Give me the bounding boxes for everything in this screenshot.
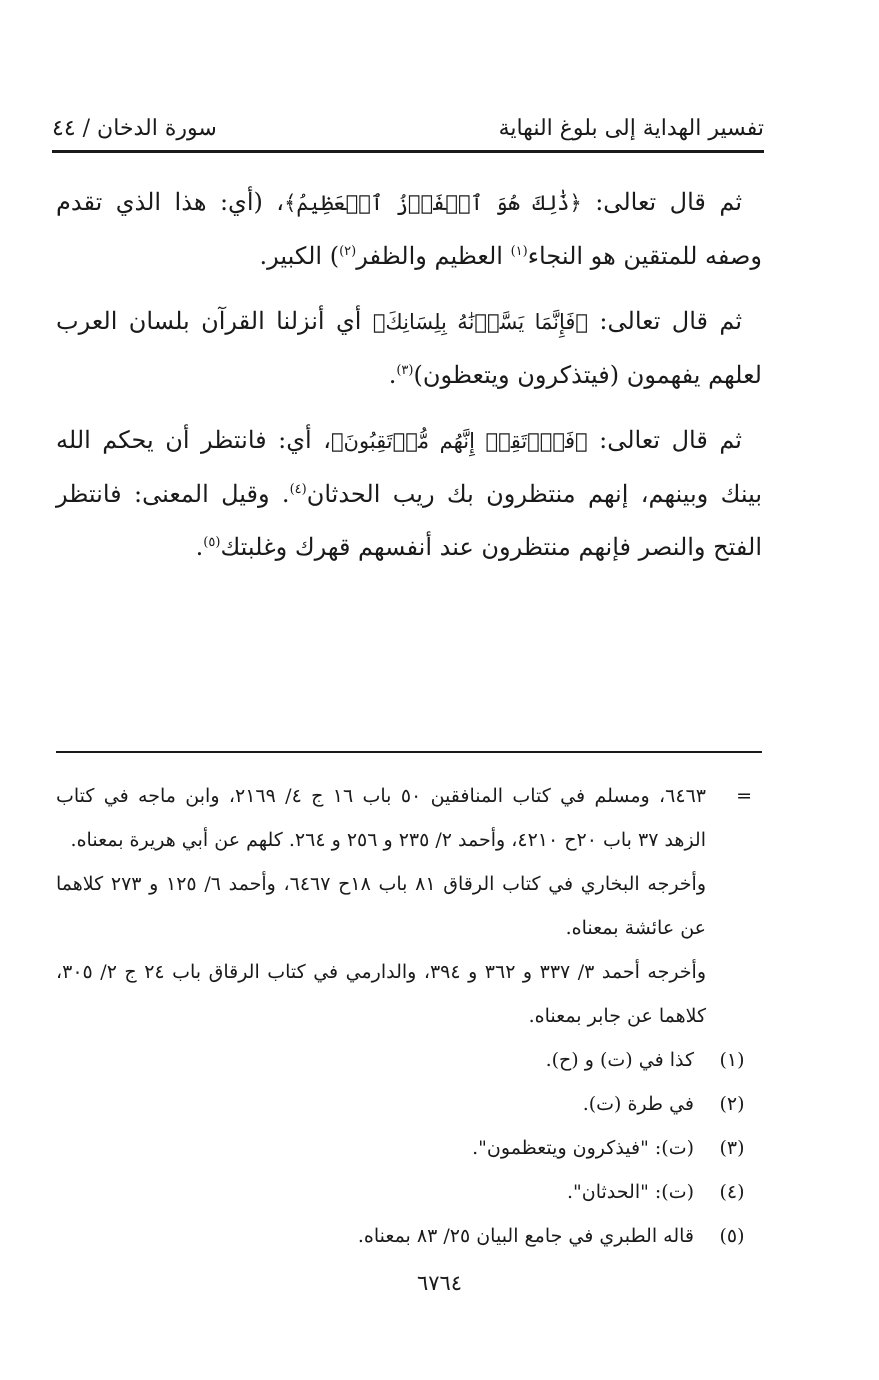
footnote-number: (٤): [719, 1181, 745, 1203]
main-text: [56, 176, 762, 586]
footnote-text: في طرة (ت).: [582, 1093, 694, 1115]
surah-title: سورة الدخان / ٤٤: [52, 116, 217, 141]
footnote-text: كذا في (ت) و (ح).: [545, 1049, 694, 1071]
footnote-text: (ت): "الحدثان".: [566, 1181, 694, 1203]
paragraph-1-intro: ثم قال تعالى:: [581, 188, 742, 216]
paragraph-3-text-a: ، أي: فانتظر أن يحكم الله بينك وبينهم، إنهم منتظرون بك ريب الحدثان: [56, 426, 763, 508]
continuation-mark: =: [736, 785, 752, 807]
footnote-text: قاله الطبري في جامع البيان ٢٥/ ٨٣ بمعناه.: [357, 1225, 694, 1247]
footnote-ref-5[interactable]: (٥): [203, 535, 221, 550]
quran-verse-3: ﴿فَٱرۡتَقِبۡ إِنَّهُم مُّرۡتَقِبُونَ﴾: [330, 429, 588, 453]
paragraph-3-text-b: . وقيل المعنى: فانتظر الفتح والنصر فإنهم منتظرون عند أنفسهم قهرك وغلبتك: [56, 480, 762, 561]
footnotes: [56, 774, 762, 1258]
continuation-line-2: وأخرجه البخاري في كتاب الرقاق ٨١ باب ١٨ح ٦٤٦٧، وأحمد ٦/ ١٢٥ و ٢٧٣ كلاهما عن عائشة بمعناه.: [56, 873, 707, 939]
continuation-line-3: وأخرجه أحمد ٣/ ٣٣٧ و ٣٦٢ و ٣٩٤، والدارمي في كتاب الرقاق باب ٢٤ ج ٢/ ٣٠٥، كلاهما عن جابر بمعناه.: [56, 961, 706, 1027]
paragraph-1-text-b: العظيم والظفر: [356, 242, 511, 270]
paragraph-2: [56, 295, 762, 402]
quran-verse-2: ﴿فَإِنَّمَا يَسَّرۡنَٰهُ بِلِسَانِكَ﴾: [372, 310, 589, 334]
footnote-ref-1[interactable]: (١): [510, 244, 528, 259]
paragraph-3-intro: ثم قال تعالى:: [587, 426, 742, 454]
footnote-2: [56, 1082, 762, 1126]
book-title: تفسير الهداية إلى بلوغ النهاية: [498, 116, 764, 141]
footnote-number: (١): [719, 1049, 745, 1071]
footnote-5: [56, 1214, 762, 1258]
page-header: [52, 108, 764, 144]
footnote-separator: [56, 751, 762, 753]
page-number: ٦٧٦٤: [416, 1271, 463, 1295]
footnote-continuation: [56, 774, 762, 1038]
footnote-4: [56, 1170, 762, 1214]
paragraph-1: [56, 176, 762, 283]
footnote-1: [56, 1038, 762, 1082]
footnote-number: (٢): [719, 1093, 745, 1115]
paragraph-1-text-a: ، (أي: هذا الذي تقدم وصفه للمتقين هو النجاء: [56, 188, 762, 270]
footnote-number: (٥): [719, 1225, 745, 1247]
footnote-text: (ت): "فيذكرون ويتعظمون".: [472, 1137, 694, 1159]
header-rule: [52, 150, 764, 153]
paragraph-3-end: .: [195, 533, 204, 561]
paragraph-2-end: .: [388, 361, 397, 389]
paragraph-3: [56, 414, 762, 574]
footnote-ref-4[interactable]: (٤): [289, 482, 307, 497]
paragraph-1-text-c: ) الكبير.: [259, 242, 340, 270]
footnote-ref-3[interactable]: (٣): [396, 363, 414, 378]
footnote-ref-2[interactable]: (٢): [339, 244, 357, 259]
paragraph-2-intro: ثم قال تعالى:: [588, 307, 743, 335]
paragraph-2-text: أي أنزلنا القرآن بلسان العرب لعلهم يفهمون (فيتذكرون ويتعظون): [56, 307, 762, 389]
footnote-number: (٣): [719, 1137, 745, 1159]
footnote-3: [56, 1126, 762, 1170]
quran-verse-1: ﴿ذَٰلِكَ هُوَ ٱلۡفَوۡزُ ٱلۡعَظِيمُ﴾: [284, 191, 582, 215]
continuation-line-1: ٦٤٦٣، ومسلم في كتاب المنافقين ٥٠ باب ١٦ ج ٤/ ٢١٦٩، وابن ماجه في كتاب الزهد ٣٧ باب ٢٠ح ٤٢١٠، وأحمد ٢/ ٢٣٥ و ٢٥٦ و ٢٦٤. كلهم عن أبي هريرة بمعناه.: [56, 785, 706, 851]
